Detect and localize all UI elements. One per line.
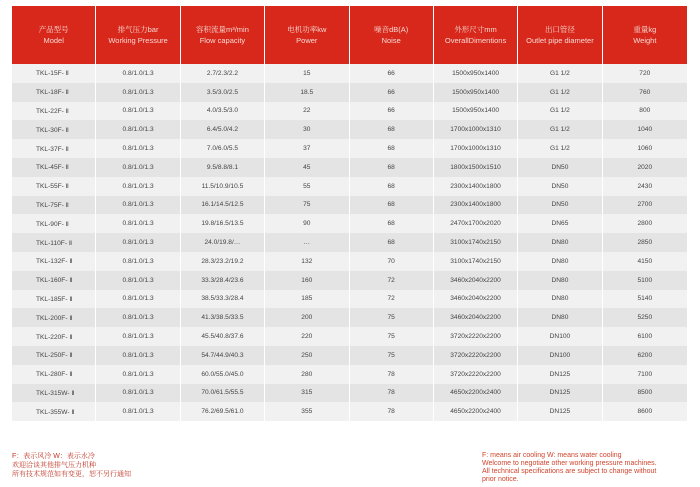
table-cell: TKL-200F- Ⅱ: [12, 308, 96, 327]
column-header-en: Outlet pipe diameter: [526, 36, 594, 45]
column-header: [350, 6, 434, 64]
table-cell: 1700x1000x1310: [434, 139, 518, 158]
table-cell: DN125: [518, 384, 602, 403]
table-cell: 30: [265, 120, 349, 139]
table-cell: DN65: [518, 214, 602, 233]
column-header-cn: 噪音dB(A): [374, 25, 409, 34]
table-cell: TKL-75F- Ⅱ: [12, 196, 96, 215]
table-row: [12, 402, 687, 421]
table-cell: TKL-280F- Ⅱ: [12, 365, 96, 384]
table-cell: 38.5/33.3/28.4: [181, 290, 265, 309]
table-cell: 22: [265, 102, 349, 121]
table-cell: 4150: [603, 252, 687, 271]
column-header-en: Model: [43, 36, 64, 45]
table-cell: 3720x2220x2200: [434, 327, 518, 346]
table-cell: 355: [265, 402, 349, 421]
table-cell: TKL-220F- Ⅱ: [12, 327, 96, 346]
table-row: [12, 158, 687, 177]
table-cell: 0.8/1.0/1.3: [96, 214, 180, 233]
table-cell: 28.3/23.2/19.2: [181, 252, 265, 271]
column-header-cn: 产品型号: [38, 25, 69, 34]
table-cell: TKL-15F- Ⅱ: [12, 64, 96, 83]
table-cell: DN50: [518, 196, 602, 215]
table-cell: 9.5/8.8/8.1: [181, 158, 265, 177]
table-cell: DN80: [518, 233, 602, 252]
table-cell: 68: [350, 196, 434, 215]
table-row: [12, 308, 687, 327]
table-cell: 3100x1740x2150: [434, 252, 518, 271]
spec-table: [12, 6, 687, 421]
footer-cn-line: 所有技术规范如有变更，恕不另行通知: [12, 471, 131, 478]
table-cell: 66: [350, 83, 434, 102]
table-cell: 760: [603, 83, 687, 102]
table-cell: 2470x1700x2020: [434, 214, 518, 233]
table-cell: 1800x1500x1510: [434, 158, 518, 177]
spec-table-container: [12, 6, 687, 421]
table-cell: 4650x2200x2400: [434, 384, 518, 403]
table-cell: 68: [350, 233, 434, 252]
table-cell: 72: [350, 271, 434, 290]
table-cell: 78: [350, 365, 434, 384]
column-header: [434, 6, 518, 64]
column-header-en: Power: [296, 36, 318, 45]
table-cell: 75: [350, 346, 434, 365]
table-cell: 54.7/44.9/40.3: [181, 346, 265, 365]
table-cell: 5140: [603, 290, 687, 309]
table-cell: 2700: [603, 196, 687, 215]
table-cell: 4650x2200x2400: [434, 402, 518, 421]
table-cell: 0.8/1.0/1.3: [96, 120, 180, 139]
column-header-en: Working Pressure: [108, 36, 168, 45]
table-cell: 6200: [603, 346, 687, 365]
table-cell: 0.8/1.0/1.3: [96, 365, 180, 384]
table-cell: G1 1/2: [518, 83, 602, 102]
table-cell: 0.8/1.0/1.3: [96, 177, 180, 196]
table-cell: 75: [350, 308, 434, 327]
table-cell: 2430: [603, 177, 687, 196]
table-cell: G1 1/2: [518, 64, 602, 83]
footer-notes-english: [482, 452, 692, 484]
table-row: [12, 83, 687, 102]
table-cell: G1 1/2: [518, 102, 602, 121]
table-cell: 0.8/1.0/1.3: [96, 233, 180, 252]
table-cell: 3460x2040x2200: [434, 271, 518, 290]
table-row: [12, 290, 687, 309]
table-cell: 2020: [603, 158, 687, 177]
table-cell: TKL-22F- Ⅱ: [12, 102, 96, 121]
table-cell: TKL-315W- Ⅱ: [12, 384, 96, 403]
column-header-cn: 出口管径: [544, 25, 575, 34]
table-cell: 24.0/19.8/…: [181, 233, 265, 252]
table-cell: 68: [350, 120, 434, 139]
table-cell: 45: [265, 158, 349, 177]
table-cell: 1500x950x1400: [434, 102, 518, 121]
table-cell: TKL-250F- Ⅱ: [12, 346, 96, 365]
table-cell: 45.5/40.8/37.6: [181, 327, 265, 346]
table-cell: DN80: [518, 252, 602, 271]
table-body: [12, 64, 687, 421]
table-cell: 2800: [603, 214, 687, 233]
table-cell: 3720x2220x2200: [434, 365, 518, 384]
footer-en-line: Welcome to negotiate other working pressure machines.: [482, 460, 657, 467]
table-cell: 0.8/1.0/1.3: [96, 83, 180, 102]
column-header: [518, 6, 602, 64]
table-cell: TKL-355W- Ⅱ: [12, 402, 96, 421]
table-row: [12, 102, 687, 121]
table-cell: 280: [265, 365, 349, 384]
table-cell: 0.8/1.0/1.3: [96, 290, 180, 309]
table-cell: TKL-45F- Ⅱ: [12, 158, 96, 177]
table-cell: 0.8/1.0/1.3: [96, 139, 180, 158]
footer-en-line: All technical specifications are subject to change without: [482, 468, 657, 475]
table-cell: 8500: [603, 384, 687, 403]
table-row: [12, 384, 687, 403]
column-header-cn: 排气压力bar: [117, 25, 159, 34]
footer-en-line: F: means air cooling W: means water cooling: [482, 452, 622, 459]
table-cell: 68: [350, 139, 434, 158]
table-cell: 220: [265, 327, 349, 346]
table-cell: TKL-18F- Ⅱ: [12, 83, 96, 102]
column-header: [181, 6, 265, 64]
table-cell: G1 1/2: [518, 120, 602, 139]
column-header-cn: 外形尺寸mm: [454, 25, 497, 34]
table-header-row: [12, 6, 687, 64]
table-cell: 16.1/14.5/12.5: [181, 196, 265, 215]
table-row: [12, 214, 687, 233]
column-header: [265, 6, 349, 64]
table-row: [12, 233, 687, 252]
column-header-en: Weight: [633, 36, 657, 45]
column-header-en: OverallDimentions: [444, 36, 507, 45]
table-cell: 0.8/1.0/1.3: [96, 64, 180, 83]
table-cell: DN125: [518, 402, 602, 421]
table-cell: DN50: [518, 177, 602, 196]
table-cell: 720: [603, 64, 687, 83]
table-cell: 1040: [603, 120, 687, 139]
table-cell: TKL-30F- Ⅱ: [12, 120, 96, 139]
table-cell: 185: [265, 290, 349, 309]
table-cell: 90: [265, 214, 349, 233]
table-cell: DN125: [518, 365, 602, 384]
table-cell: 5250: [603, 308, 687, 327]
table-cell: 33.3/28.4/23.6: [181, 271, 265, 290]
table-cell: 76.2/69.5/61.0: [181, 402, 265, 421]
table-cell: 0.8/1.0/1.3: [96, 402, 180, 421]
table-cell: 0.8/1.0/1.3: [96, 346, 180, 365]
column-header-en: Flow capacity: [199, 36, 246, 45]
table-cell: 18.5: [265, 83, 349, 102]
column-header-cn: 容积流量m³/min: [195, 25, 249, 34]
table-cell: 72: [350, 290, 434, 309]
table-cell: 8600: [603, 402, 687, 421]
table-cell: TKL-160F- Ⅱ: [12, 271, 96, 290]
table-cell: 0.8/1.0/1.3: [96, 327, 180, 346]
table-cell: 0.8/1.0/1.3: [96, 158, 180, 177]
table-cell: 3460x2040x2200: [434, 290, 518, 309]
table-cell: 160: [265, 271, 349, 290]
table-cell: 3460x2040x2200: [434, 308, 518, 327]
table-cell: 0.8/1.0/1.3: [96, 252, 180, 271]
table-cell: DN100: [518, 346, 602, 365]
table-cell: 2300x1400x1800: [434, 196, 518, 215]
table-cell: 75: [265, 196, 349, 215]
table-cell: G1 1/2: [518, 139, 602, 158]
footer-notes-chinese: [12, 452, 131, 479]
table-cell: 0.8/1.0/1.3: [96, 384, 180, 403]
table-cell: 55: [265, 177, 349, 196]
table-cell: 1500x950x1400: [434, 83, 518, 102]
table-cell: 3100x1740x2150: [434, 233, 518, 252]
footer-cn-line: 欢迎洽谈其他排气压力机种: [12, 462, 96, 469]
table-cell: 70.0/61.5/55.5: [181, 384, 265, 403]
table-cell: 2850: [603, 233, 687, 252]
table-row: [12, 346, 687, 365]
footer-en-line: prior notice.: [482, 476, 519, 483]
table-cell: 6.4/5.0/4.2: [181, 120, 265, 139]
table-cell: 66: [350, 102, 434, 121]
table-cell: 315: [265, 384, 349, 403]
column-header-en: Noise: [381, 36, 401, 45]
table-cell: 7.0/6.0/5.5: [181, 139, 265, 158]
table-cell: 2300x1400x1800: [434, 177, 518, 196]
column-header-cn: 电机功率kw: [287, 25, 327, 34]
table-row: [12, 196, 687, 215]
table-cell: 0.8/1.0/1.3: [96, 196, 180, 215]
table-cell: 37: [265, 139, 349, 158]
table-cell: DN80: [518, 308, 602, 327]
table-cell: 19.8/16.5/13.5: [181, 214, 265, 233]
table-cell: 68: [350, 214, 434, 233]
table-cell: 2.7/2.3/2.2: [181, 64, 265, 83]
table-cell: 5100: [603, 271, 687, 290]
table-row: [12, 177, 687, 196]
table-cell: 200: [265, 308, 349, 327]
table-cell: 3720x2220x2200: [434, 346, 518, 365]
table-cell: 15: [265, 64, 349, 83]
table-cell: 0.8/1.0/1.3: [96, 308, 180, 327]
table-cell: 250: [265, 346, 349, 365]
table-cell: 0.8/1.0/1.3: [96, 271, 180, 290]
column-header: [603, 6, 687, 64]
table-row: [12, 120, 687, 139]
table-row: [12, 252, 687, 271]
table-row: [12, 64, 687, 83]
table-cell: 132: [265, 252, 349, 271]
table-cell: DN80: [518, 271, 602, 290]
table-cell: 4.0/3.5/3.0: [181, 102, 265, 121]
table-cell: TKL-132F- Ⅱ: [12, 252, 96, 271]
table-cell: TKL-37F- Ⅱ: [12, 139, 96, 158]
table-cell: TKL-185F- Ⅱ: [12, 290, 96, 309]
table-cell: TKL-55F- Ⅱ: [12, 177, 96, 196]
table-cell: 75: [350, 327, 434, 346]
table-cell: 1060: [603, 139, 687, 158]
table-cell: DN50: [518, 158, 602, 177]
table-cell: 60.0/55.0/45.0: [181, 365, 265, 384]
table-cell: 41.3/38.5/33.5: [181, 308, 265, 327]
table-row: [12, 365, 687, 384]
table-cell: 0.8/1.0/1.3: [96, 102, 180, 121]
table-cell: 6100: [603, 327, 687, 346]
column-header: [96, 6, 180, 64]
table-row: [12, 271, 687, 290]
column-header-cn: 重量kg: [633, 25, 657, 34]
table-cell: DN100: [518, 327, 602, 346]
table-cell: 3.5/3.0/2.5: [181, 83, 265, 102]
table-cell: 1500x950x1400: [434, 64, 518, 83]
table-cell: 66: [350, 64, 434, 83]
table-cell: 78: [350, 402, 434, 421]
table-cell: 70: [350, 252, 434, 271]
table-cell: TKL-90F- Ⅱ: [12, 214, 96, 233]
table-row: [12, 327, 687, 346]
table-cell: TKL-110F- Ⅱ: [12, 233, 96, 252]
table-cell: 11.5/10.9/10.5: [181, 177, 265, 196]
footer-cn-line: F：表示风冷 W：表示水冷: [12, 453, 95, 460]
table-cell: 68: [350, 158, 434, 177]
table-cell: 68: [350, 177, 434, 196]
table-cell: 78: [350, 384, 434, 403]
table-cell: DN80: [518, 290, 602, 309]
table-cell: 1700x1000x1310: [434, 120, 518, 139]
table-cell: …: [265, 233, 349, 252]
table-cell: 800: [603, 102, 687, 121]
table-cell: 7100: [603, 365, 687, 384]
table-row: [12, 139, 687, 158]
column-header: [12, 6, 96, 64]
